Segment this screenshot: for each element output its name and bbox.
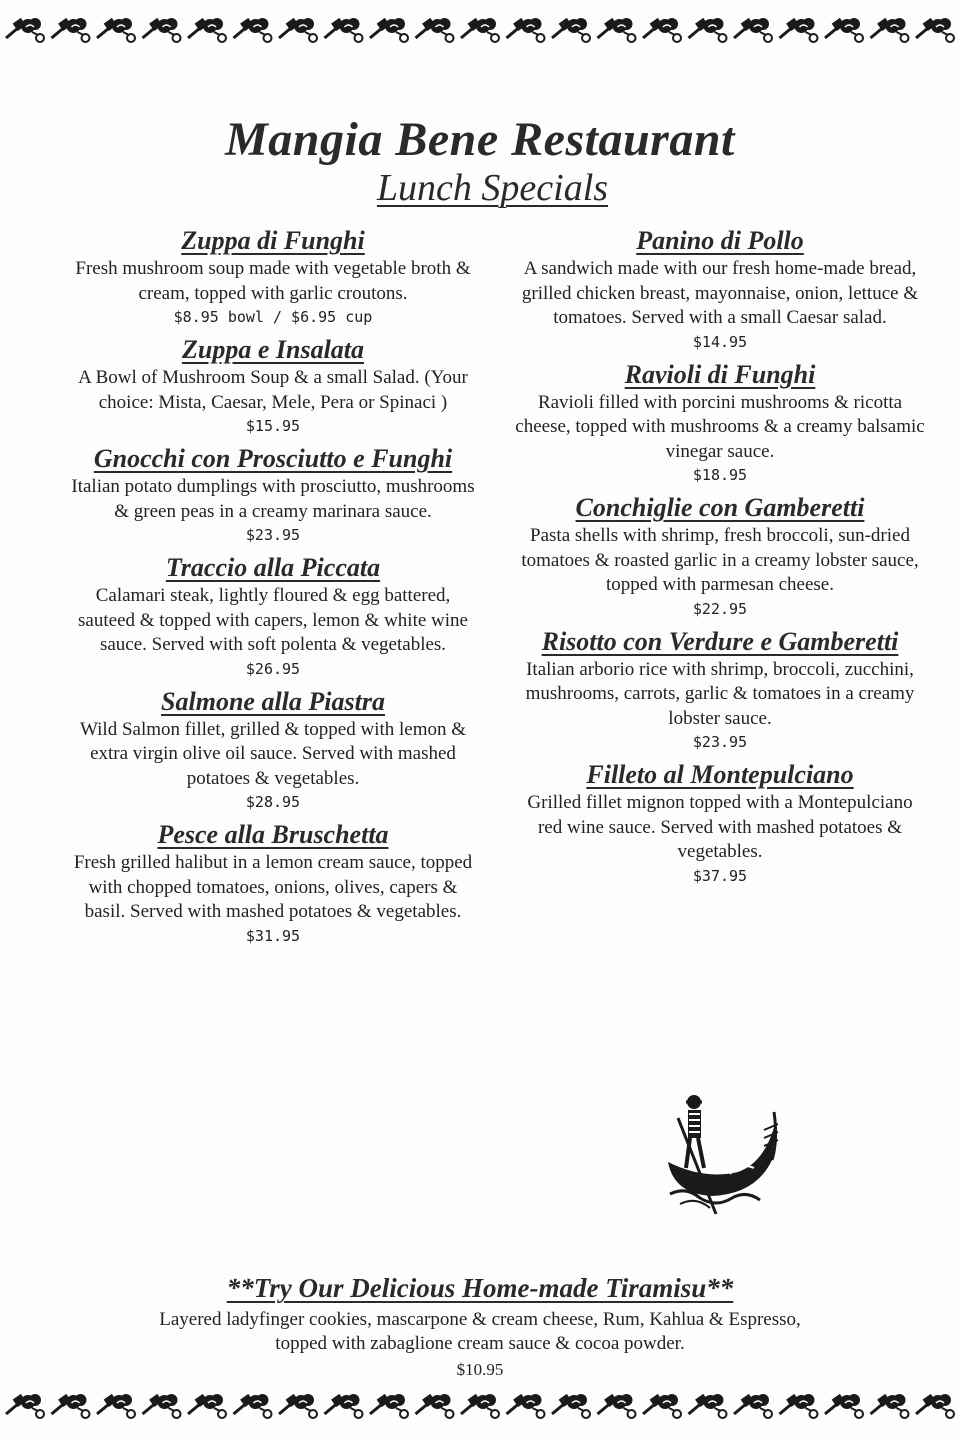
menu-item — [68, 333, 478, 437]
menu-item-name: Traccio alla Piccata — [165, 553, 381, 582]
menu-item-price: $14.95 — [692, 332, 748, 351]
border-ornament-icon — [871, 18, 909, 42]
border-ornament-icon — [234, 1394, 272, 1418]
border-ornament-icon — [461, 18, 499, 42]
menu-item-description: Fresh mushroom soup made with vegetable broth & cream, topped with garlic croutons. — [75, 258, 471, 304]
border-ornament-icon — [6, 18, 44, 42]
border-ornament-icon — [507, 18, 545, 42]
dessert-section — [0, 1268, 960, 1384]
dessert-description-line: Layered ladyfinger cookies, mascarpone & cream cheese, Rum, Kahlua & Espresso, — [159, 1309, 801, 1330]
menu-item — [515, 758, 925, 887]
menu-item-price: $23.95 — [245, 526, 301, 544]
border-ornament-icon — [279, 18, 317, 42]
top-decorative-border — [0, 10, 960, 50]
menu-item-description: A Bowl of Mushroom Soup & a small Salad. (Your choice: Mista, Caesar, Mele, Pera or Spinaci ) — [78, 367, 468, 413]
menu-item-name: Risotto con Verdure e Gamberetti — [541, 626, 899, 656]
border-ornament-icon — [279, 1394, 317, 1418]
border-ornament-icon — [552, 18, 590, 42]
menu-item-price: $22.95 — [692, 599, 748, 618]
border-ornament-icon — [643, 18, 681, 42]
border-ornament-icon — [97, 18, 135, 42]
menu-item — [68, 224, 478, 328]
menu-item-price: $28.95 — [245, 793, 301, 811]
border-ornament-icon — [780, 18, 818, 42]
border-ornament-icon — [416, 1394, 454, 1418]
menu-item-description: Fresh grilled halibut in a lemon cream sauce, topped with chopped tomatoes, onions, olives, capers & basil. Served with mashed potatoes & vegetables. — [73, 852, 473, 922]
menu-item-price: $31.95 — [245, 926, 301, 945]
menu-item — [68, 818, 478, 947]
border-ornament-icon — [370, 1394, 408, 1418]
border-ornament-icon — [780, 1394, 818, 1418]
menu-item-name: Gnocchi con Prosciutto e Funghi — [93, 444, 453, 473]
menu-item-description: Ravioli filled with porcini mushrooms & ricotta cheese, topped with mushrooms & a creamy balsamic vinegar sauce. — [515, 391, 925, 462]
menu-item-name: Conchiglie con Gamberetti — [575, 493, 865, 522]
border-ornament-icon — [689, 1394, 727, 1418]
menu-item-price: $37.95 — [692, 866, 748, 885]
menu-item-price: $15.95 — [245, 417, 301, 435]
menu-item — [515, 625, 925, 754]
menu-item-price: $26.95 — [245, 659, 301, 678]
menu-item-name: Ravioli di Funghi — [624, 359, 816, 389]
border-ornament-icon — [6, 1394, 44, 1418]
dessert-price: $10.95 — [456, 1360, 504, 1379]
menu-item — [515, 358, 925, 487]
menu-item — [515, 491, 925, 620]
border-ornament-icon — [234, 18, 272, 42]
border-ornament-icon — [188, 1394, 226, 1418]
border-ornament-icon — [871, 1394, 909, 1418]
border-ornament-icon — [97, 1394, 135, 1418]
dessert-title: **Try Our Delicious Home-made Tiramisu** — [226, 1273, 734, 1303]
border-ornament-icon — [825, 1394, 863, 1418]
border-ornament-icon — [370, 18, 408, 42]
menu-item — [68, 442, 478, 546]
menu-item — [515, 224, 925, 353]
page-subtitle: Lunch Specials — [376, 167, 609, 209]
border-ornament-icon — [552, 1394, 590, 1418]
border-ornament-icon — [734, 1394, 772, 1418]
menu-item-price: $23.95 — [692, 733, 748, 751]
menu-item — [68, 685, 478, 814]
border-ornament-icon — [916, 18, 954, 42]
menu-item-description: Italian potato dumplings with prosciutto, mushrooms & green peas in a creamy marinara sauce. — [71, 476, 475, 522]
gondola-icon — [660, 1090, 790, 1220]
menu-item-description: A sandwich made with our fresh home-made bread, grilled chicken breast, mayonnaise, onion, lettuce & tomatoes. Served with a small Caesar salad. — [521, 258, 919, 328]
menu-item-description: Pasta shells with shrimp, fresh broccoli, sun-dried tomatoes & roasted garlic in a creamy lobster sauce, topped with parmesan cheese. — [521, 525, 919, 595]
menu-column-left — [68, 224, 478, 952]
border-ornament-icon — [143, 1394, 181, 1418]
restaurant-title: Mangia Bene Restaurant — [225, 113, 735, 166]
border-ornament-icon — [598, 18, 636, 42]
bottom-decorative-border — [0, 1386, 960, 1426]
border-ornament-icon — [461, 1394, 499, 1418]
menu-item-price: $18.95 — [692, 466, 748, 484]
border-ornament-icon — [825, 18, 863, 42]
menu-item-name: Salmone alla Piastra — [161, 686, 385, 716]
border-ornament-icon — [916, 1394, 954, 1418]
border-ornament-icon — [52, 1394, 90, 1418]
menu-item-name: Zuppa di Funghi — [181, 226, 365, 255]
menu-item-name: Zuppa e Insalata — [181, 335, 365, 364]
border-ornament-icon — [598, 1394, 636, 1418]
menu-column-right — [515, 224, 925, 892]
menu-item-name: Filleto al Montepulciano — [586, 760, 854, 789]
menu-item-name: Pesce alla Bruschetta — [157, 820, 389, 849]
menu-item — [68, 551, 478, 680]
menu-item-name: Panino di Pollo — [636, 226, 804, 255]
border-ornament-icon — [325, 1394, 363, 1418]
border-ornament-icon — [325, 18, 363, 42]
border-ornament-icon — [416, 18, 454, 42]
border-ornament-icon — [143, 18, 181, 42]
border-ornament-icon — [734, 18, 772, 42]
menu-item-description: Calamari steak, lightly floured & egg battered, sauteed & topped with capers, lemon & white wine sauce. Served with soft polenta & vegetables. — [78, 585, 468, 655]
menu-item-description: Wild Salmon fillet, grilled & topped with lemon & extra virgin olive oil sauce. Served with mashed potatoes & vegetables. — [79, 718, 467, 789]
border-ornament-icon — [52, 18, 90, 42]
dessert-description-line: topped with zabaglione cream sauce & cocoa powder. — [275, 1333, 685, 1354]
border-ornament-icon — [643, 1394, 681, 1418]
border-ornament-icon — [689, 18, 727, 42]
menu-item-description: Italian arborio rice with shrimp, broccoli, zucchini, mushrooms, carrots, garlic & tomatoes in a creamy lobster sauce. — [525, 658, 915, 729]
menu-item-description: Grilled fillet mignon topped with a Montepulciano red wine sauce. Served with mashed potatoes & vegetables. — [527, 792, 913, 862]
border-ornament-icon — [188, 18, 226, 42]
menu-item-price: $8.95 bowl / $6.95 cup — [173, 308, 373, 326]
border-ornament-icon — [507, 1394, 545, 1418]
